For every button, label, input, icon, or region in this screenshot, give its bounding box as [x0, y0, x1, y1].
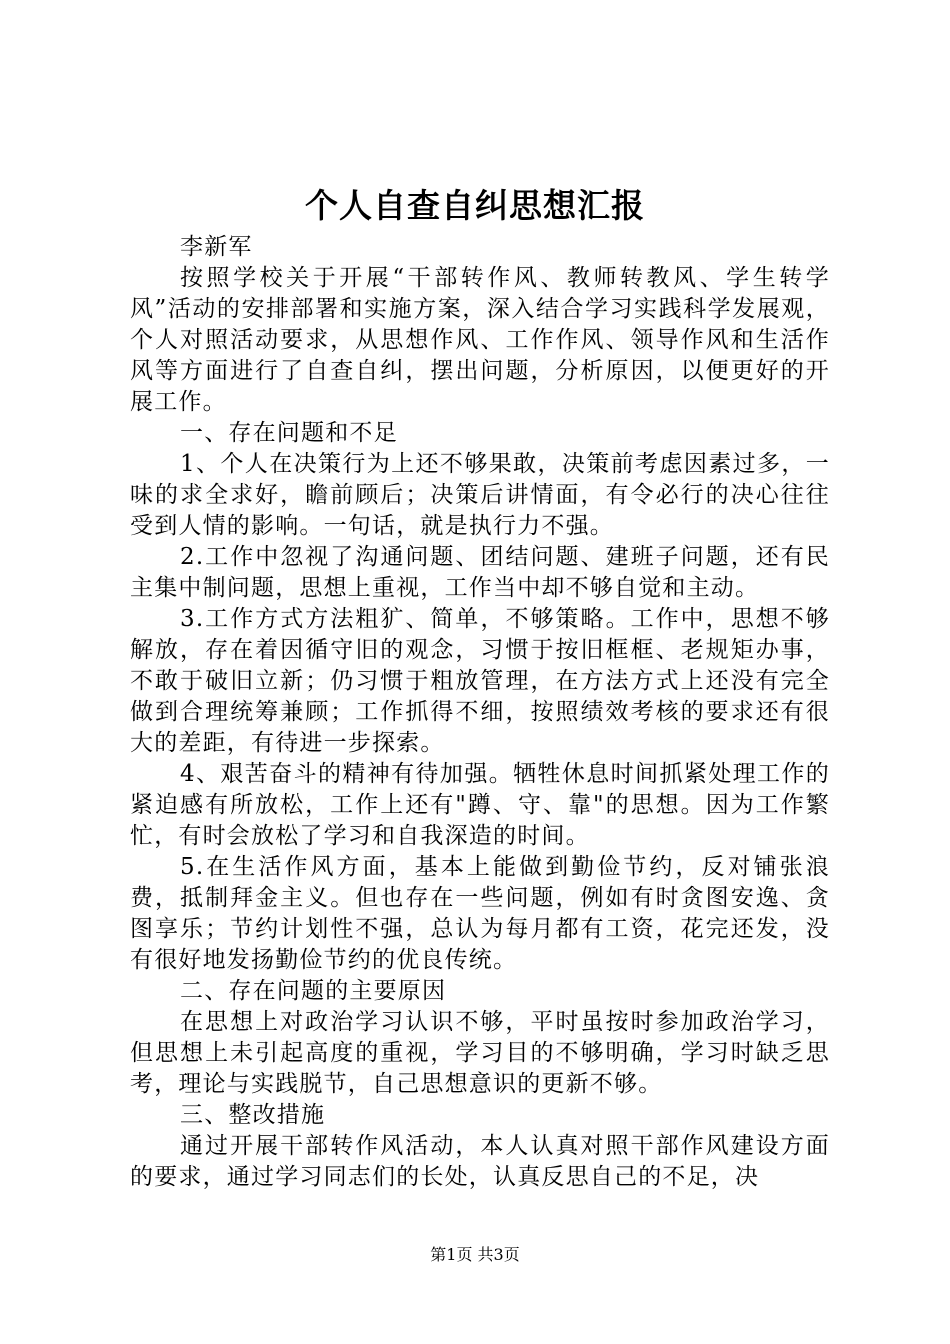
- issue-paragraph-5: 5.在生活作风方面，基本上能做到勤俭节约，反对铺张浪费，抵制拜金主义。但也存在一些问题，例如有时贪图安逸、贪图享乐；节约计划性不强，总认为每月都有工资，花完还发，没有很好地发扬勤俭节约的优良传统。: [130, 854, 830, 973]
- author-line: 李新军: [180, 234, 253, 260]
- intro-paragraph: 按照学校关于开展“干部转作风、教师转教风、学生转学风”活动的安排部署和实施方案，深入结合学习实践科学发展观，个人对照活动要求，从思想作风、工作作风、领导作风和生活作风等方面进行了自查自纠，摆出问题，分析原因，以便更好的开展工作。: [130, 265, 830, 415]
- section-heading-2: 二、存在问题的主要原因: [180, 978, 447, 1004]
- section-heading-1: 一、存在问题和不足: [180, 420, 398, 446]
- section-heading-3: 三、整改措施: [180, 1102, 326, 1128]
- issue-paragraph-2: 2.工作中忽视了沟通问题、团结问题、建班子问题，还有民主集中制问题，思想上重视，工作当中却不够自觉和主动。: [130, 544, 830, 601]
- document-body: [130, 232, 830, 1193]
- document-title: 个人自查自纠思想汇报: [305, 186, 645, 225]
- issue-paragraph-3: 3.工作方式方法粗犷、简单，不够策略。工作中，思想不够解放，存在着因循守旧的观念，习惯于按旧框框、老规矩办事，不敢于破旧立新；仍习惯于粗放管理，在方法方式上还没有完全做到合理统筹兼顾；工作抓得不细，按照绩效考核的要求还有很大的差距，有待进一步探索。: [130, 606, 830, 756]
- measures-paragraph: 通过开展干部转作风活动，本人认真对照干部作风建设方面的要求，通过学习同志们的长处，认真反思自己的不足，决: [130, 1133, 830, 1190]
- page-number: 第1页 共3页: [430, 1245, 520, 1264]
- issue-paragraph-1: 1、个人在决策行为上还不够果敢，决策前考虑因素过多，一味的求全求好，瞻前顾后；决策后讲情面，有令必行的决心往往受到人情的影响。一句话，就是执行力不强。: [130, 451, 830, 539]
- issue-paragraph-4: 4、艰苦奋斗的精神有待加强。牺牲休息时间抓紧处理工作的紧迫感有所放松，工作上还有"蹲、守、靠"的思想。因为工作繁忙，有时会放松了学习和自我深造的时间。: [130, 761, 830, 849]
- cause-paragraph: 在思想上对政治学习认识不够，平时虽按时参加政治学习，但思想上未引起高度的重视，学习目的不够明确，学习时缺乏思考，理论与实践脱节，自己思想意识的更新不够。: [130, 1009, 830, 1097]
